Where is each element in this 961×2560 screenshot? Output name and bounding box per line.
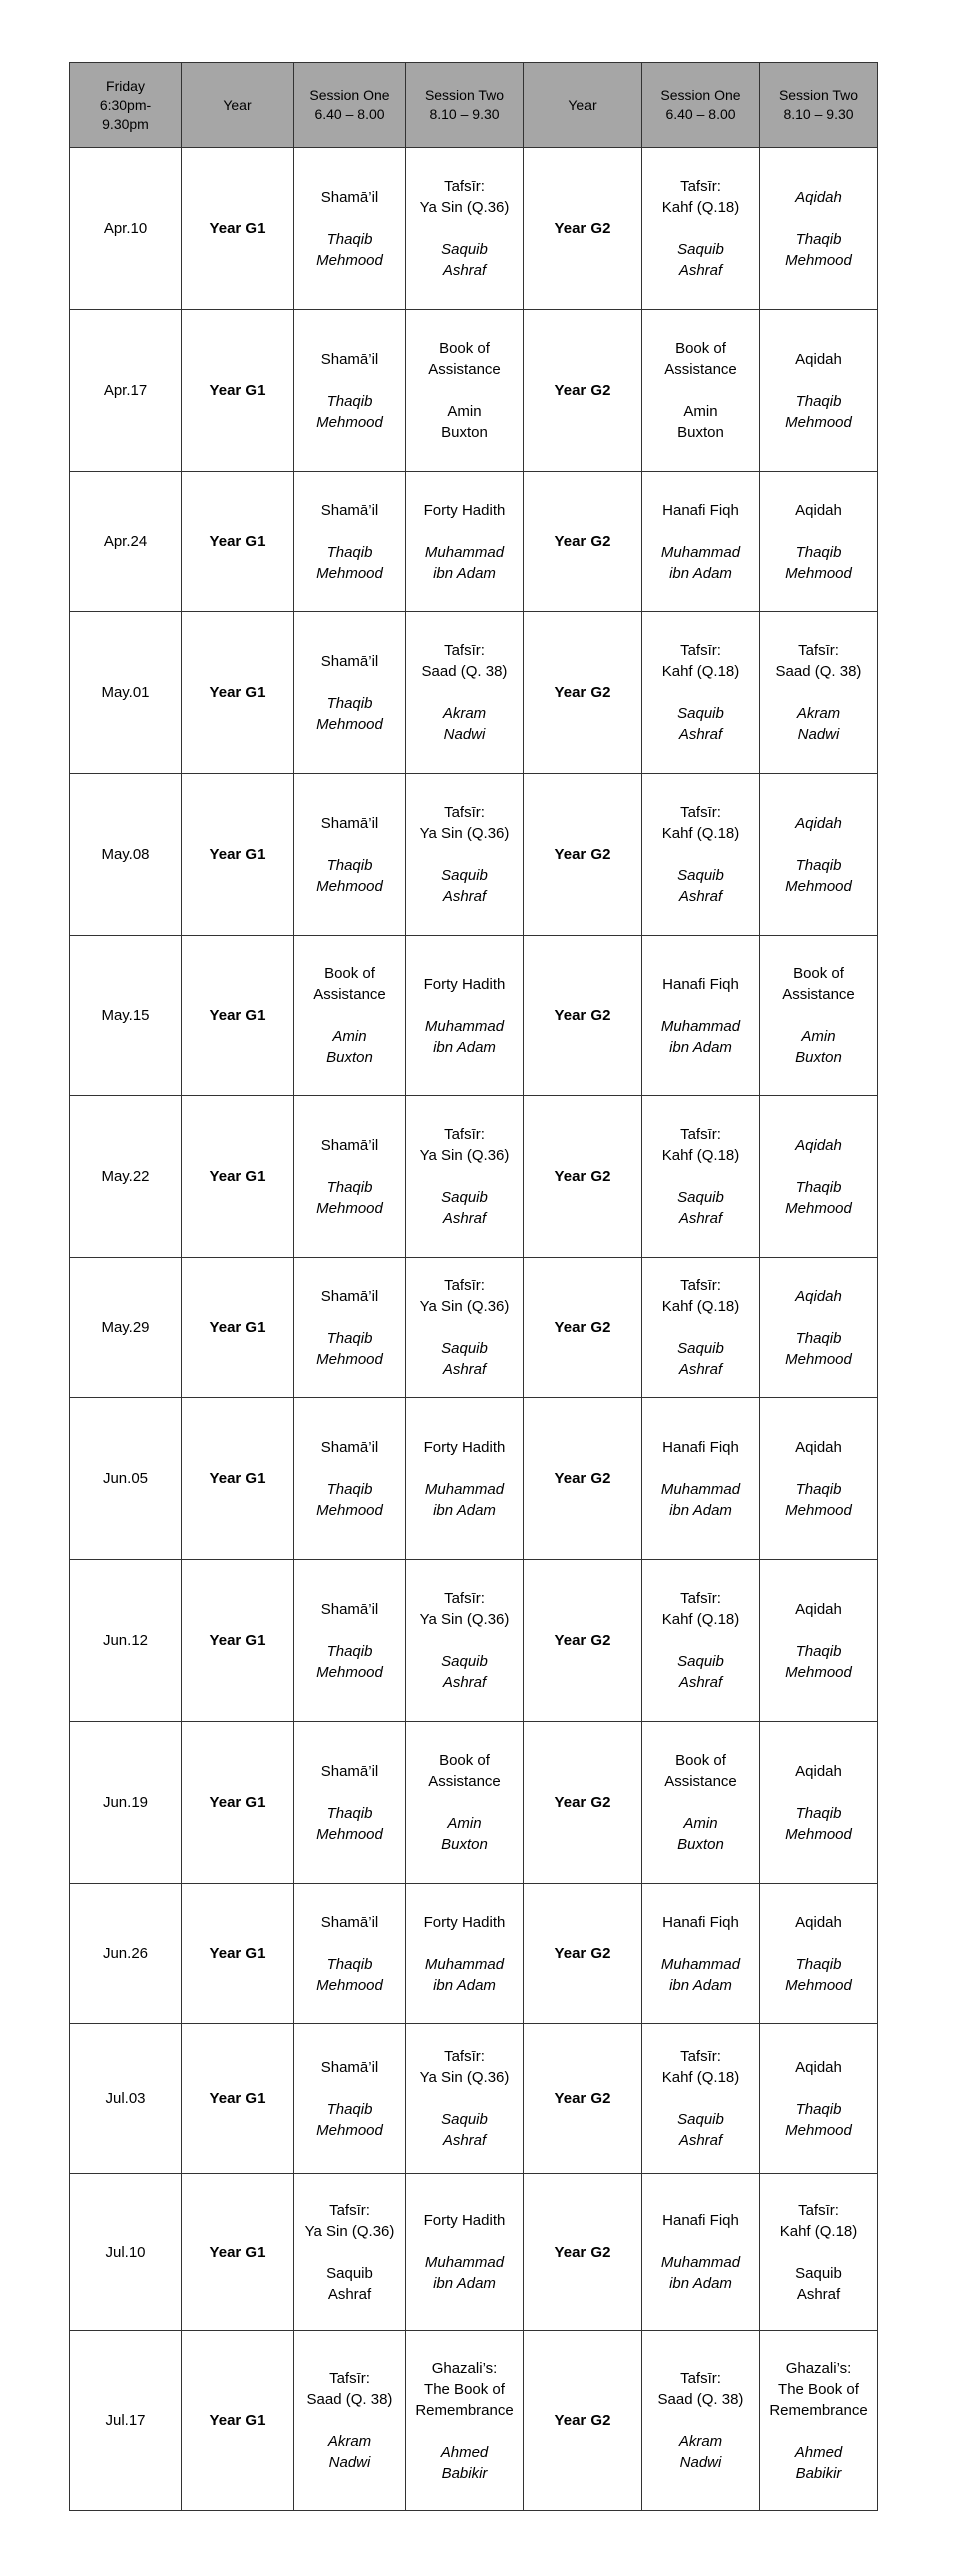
- session-instructor: Thaqib Mehmood: [316, 2100, 383, 2139]
- session-subject: Tafsīr: Ya Sin (Q.36): [419, 804, 510, 842]
- session-subject: Shamā’il: [320, 1287, 379, 1305]
- row-year-g1: Year G1: [182, 2331, 294, 2511]
- session-instructor: Saquib Ashraf: [441, 1653, 488, 1691]
- session-subject: Tafsīr: Ya Sin (Q.36): [419, 2048, 510, 2086]
- session-subject: Tafsīr: Ya Sin (Q.36): [419, 178, 510, 216]
- session-subject: Tafsīr: Kahf (Q.18): [661, 804, 740, 842]
- schedule-row: [70, 1096, 878, 1258]
- g2-session-two-cell: [760, 936, 878, 1096]
- g2-session-one-cell: [642, 1884, 760, 2024]
- g1-session-one-cell: [294, 2174, 406, 2331]
- session-instructor: Thaqib Mehmood: [785, 392, 852, 431]
- g2-session-one-cell: [642, 1096, 760, 1258]
- row-date: Jun.19: [70, 1722, 182, 1884]
- g1-session-one-cell: [294, 1884, 406, 2024]
- g2-session-two-cell: [760, 1398, 878, 1560]
- row-year-g2: Year G2: [524, 472, 642, 612]
- g2-session-two-cell: [760, 1560, 878, 1722]
- row-year-g2: Year G2: [524, 612, 642, 774]
- g2-session-one-cell: [642, 310, 760, 472]
- session-subject: Tafsīr: Saad (Q. 38): [775, 642, 862, 680]
- session-instructor: Thaqib Mehmood: [316, 694, 383, 733]
- session-instructor: Thaqib Mehmood: [785, 1955, 852, 1994]
- session-subject: Aqidah: [795, 1762, 842, 1780]
- g2-session-two-cell: [760, 1258, 878, 1398]
- session-instructor: Muhammad ibn Adam: [424, 543, 505, 582]
- row-year-g1: Year G1: [182, 148, 294, 310]
- session-subject: Tafsīr: Kahf (Q.18): [661, 1277, 740, 1315]
- session-instructor: Saquib Ashraf: [441, 867, 488, 905]
- g2-session-two-cell: [760, 774, 878, 936]
- row-date: May.08: [70, 774, 182, 936]
- row-year-g1: Year G1: [182, 2174, 294, 2331]
- g1-session-two-cell: [406, 1258, 524, 1398]
- schedule-row: [70, 1884, 878, 2024]
- session-instructor: Thaqib Mehmood: [316, 1178, 383, 1217]
- row-date: Jul.10: [70, 2174, 182, 2331]
- g2-session-two-cell: [760, 1096, 878, 1258]
- session-subject: Aqidah: [795, 188, 842, 206]
- session-instructor: Thaqib Mehmood: [785, 1178, 852, 1217]
- g2-session-one-cell: [642, 612, 760, 774]
- g1-session-two-cell: [406, 1722, 524, 1884]
- header-row: [70, 63, 878, 148]
- g1-session-two-cell: [406, 472, 524, 612]
- session-subject: Aqidah: [795, 1438, 842, 1456]
- session-subject: Shamā’il: [320, 1600, 379, 1618]
- session-instructor: Saquib Ashraf: [677, 1653, 724, 1691]
- session-subject: Shamā’il: [320, 1438, 379, 1456]
- session-subject: Forty Hadith: [423, 2212, 506, 2229]
- session-instructor: Thaqib Mehmood: [316, 392, 383, 431]
- session-subject: Forty Hadith: [423, 975, 506, 993]
- row-date: Jul.03: [70, 2024, 182, 2174]
- row-year-g2: Year G2: [524, 774, 642, 936]
- g1-session-one-cell: [294, 1722, 406, 1884]
- session-subject: Aqidah: [795, 1136, 842, 1154]
- session-instructor: Muhammad ibn Adam: [424, 1017, 505, 1056]
- row-year-g1: Year G1: [182, 774, 294, 936]
- session-instructor: Thaqib Mehmood: [316, 1804, 383, 1843]
- session-instructor: Thaqib Mehmood: [785, 1642, 852, 1681]
- session-instructor: Saquib Ashraf: [677, 1189, 724, 1227]
- schedule-row: [70, 2024, 878, 2174]
- row-year-g2: Year G2: [524, 310, 642, 472]
- g2-session-two-cell: [760, 310, 878, 472]
- row-date: May.15: [70, 936, 182, 1096]
- g1-session-one-cell: [294, 1258, 406, 1398]
- row-date: Apr.24: [70, 472, 182, 612]
- g1-session-one-cell: [294, 148, 406, 310]
- g2-session-one-cell: [642, 2174, 760, 2331]
- g1-session-two-cell: [406, 1884, 524, 2024]
- session-subject: Tafsīr: Saad (Q. 38): [657, 2370, 744, 2408]
- g1-session-two-cell: [406, 310, 524, 472]
- row-year-g2: Year G2: [524, 936, 642, 1096]
- session-instructor: Thaqib Mehmood: [316, 543, 383, 582]
- session-instructor: Muhammad ibn Adam: [660, 1955, 741, 1994]
- session-subject: Shamā’il: [320, 188, 379, 206]
- session-subject: Aqidah: [795, 350, 842, 368]
- session-subject: Aqidah: [795, 1287, 842, 1305]
- session-subject: Shamā’il: [320, 814, 379, 832]
- row-year-g1: Year G1: [182, 1258, 294, 1398]
- session-instructor: Muhammad ibn Adam: [424, 2254, 505, 2292]
- session-instructor: Akram Nadwi: [442, 705, 487, 743]
- row-date: May.22: [70, 1096, 182, 1258]
- g2-session-two-cell: [760, 1884, 878, 2024]
- row-year-g2: Year G2: [524, 1096, 642, 1258]
- session-subject: Aqidah: [795, 2058, 842, 2076]
- session-subject: Shamā’il: [320, 1762, 379, 1780]
- session-instructor: Ahmed Babikir: [794, 2443, 843, 2482]
- g2-session-one-cell: [642, 148, 760, 310]
- row-year-g1: Year G1: [182, 1560, 294, 1722]
- schedule-row: [70, 1722, 878, 1884]
- g1-session-two-cell: [406, 2024, 524, 2174]
- row-year-g1: Year G1: [182, 612, 294, 774]
- g1-session-one-cell: [294, 2331, 406, 2511]
- session-subject: Aqidah: [795, 1913, 842, 1931]
- session-instructor: Akram Nadwi: [327, 2433, 372, 2471]
- row-date: Jun.26: [70, 1884, 182, 2024]
- session-instructor: Thaqib Mehmood: [785, 1804, 852, 1843]
- session-subject: Shamā’il: [320, 1913, 379, 1931]
- row-year-g1: Year G1: [182, 1884, 294, 2024]
- row-year-g1: Year G1: [182, 2024, 294, 2174]
- session-subject: Ghazali’s: The Book of Remembrance: [415, 2359, 514, 2419]
- session-subject: Book of Assistance: [664, 340, 737, 378]
- g1-session-two-cell: [406, 2174, 524, 2331]
- session-instructor: Akram Nadwi: [796, 705, 841, 743]
- session-subject: Tafsīr: Kahf (Q.18): [661, 1126, 740, 1164]
- row-year-g1: Year G1: [182, 1398, 294, 1560]
- schedule-row: [70, 774, 878, 936]
- header-year-g1: Year: [182, 63, 294, 148]
- session-instructor: Thaqib Mehmood: [316, 1642, 383, 1681]
- row-year-g1: Year G1: [182, 1722, 294, 1884]
- g1-session-one-cell: [294, 936, 406, 1096]
- session-instructor: Akram Nadwi: [678, 2433, 723, 2471]
- session-subject: Tafsīr: Kahf (Q.18): [661, 642, 740, 680]
- session-subject: Tafsīr: Saad (Q. 38): [306, 2370, 393, 2408]
- session-instructor: Muhammad ibn Adam: [660, 2254, 741, 2292]
- session-subject: Aqidah: [795, 501, 842, 519]
- g2-session-one-cell: [642, 1722, 760, 1884]
- schedule-row: [70, 936, 878, 1096]
- session-instructor: Amin Buxton: [326, 1028, 373, 1066]
- g2-session-two-cell: [760, 2174, 878, 2331]
- g2-session-one-cell: [642, 472, 760, 612]
- session-subject: Shamā’il: [320, 1136, 379, 1154]
- session-subject: Forty Hadith: [423, 1438, 506, 1456]
- session-subject: Hanafi Fiqh: [662, 1438, 739, 1456]
- session-subject: Shamā’il: [320, 501, 379, 519]
- header-g1-session-one: Session One 6.40 – 8.00: [294, 63, 406, 148]
- row-date: May.29: [70, 1258, 182, 1398]
- row-year-g2: Year G2: [524, 2174, 642, 2331]
- g2-session-one-cell: [642, 2024, 760, 2174]
- header-g2-session-two: Session Two 8.10 – 9.30: [760, 63, 878, 148]
- session-instructor: Thaqib Mehmood: [785, 856, 852, 895]
- session-subject: Tafsīr: Ya Sin (Q.36): [304, 2201, 395, 2240]
- g2-session-one-cell: [642, 774, 760, 936]
- schedule-row: [70, 1398, 878, 1560]
- session-instructor: Thaqib Mehmood: [785, 1329, 852, 1368]
- session-instructor: Muhammad ibn Adam: [660, 1480, 741, 1519]
- session-instructor: Saquib Ashraf: [677, 1340, 724, 1378]
- header-g2-session-one: Session One 6.40 – 8.00: [642, 63, 760, 148]
- g1-session-two-cell: [406, 612, 524, 774]
- g1-session-two-cell: [406, 1096, 524, 1258]
- session-subject: Tafsīr: Ya Sin (Q.36): [419, 1277, 510, 1315]
- row-date: Apr.17: [70, 310, 182, 472]
- g2-session-two-cell: [760, 2331, 878, 2511]
- session-subject: Book of Assistance: [313, 965, 386, 1003]
- schedule-table: [69, 62, 878, 2511]
- header-g1-session-two: Session Two 8.10 – 9.30: [406, 63, 524, 148]
- session-instructor: Saquib Ashraf: [677, 867, 724, 905]
- session-instructor: Saquib Ashraf: [441, 2111, 488, 2149]
- session-instructor: Thaqib Mehmood: [316, 856, 383, 895]
- session-subject: Forty Hadith: [423, 1913, 506, 1931]
- session-instructor: Amin Buxton: [441, 403, 488, 441]
- session-instructor: Thaqib Mehmood: [785, 1480, 852, 1519]
- session-subject: Ghazali’s: The Book of Remembrance: [769, 2359, 868, 2419]
- schedule-row: [70, 612, 878, 774]
- header-day: Friday 6:30pm- 9.30pm: [70, 63, 182, 148]
- session-instructor: Muhammad ibn Adam: [424, 1955, 505, 1994]
- g2-session-one-cell: [642, 1398, 760, 1560]
- session-subject: Tafsīr: Ya Sin (Q.36): [419, 1126, 510, 1164]
- row-year-g1: Year G1: [182, 472, 294, 612]
- session-instructor: Saquib Ashraf: [677, 2111, 724, 2149]
- g1-session-one-cell: [294, 774, 406, 936]
- session-instructor: Thaqib Mehmood: [316, 230, 383, 269]
- session-instructor: Saquib Ashraf: [441, 1340, 488, 1378]
- session-instructor: Thaqib Mehmood: [316, 1955, 383, 1994]
- session-instructor: Thaqib Mehmood: [785, 543, 852, 582]
- session-subject: Shamā’il: [320, 2058, 379, 2076]
- session-instructor: Thaqib Mehmood: [316, 1329, 383, 1368]
- session-subject: Shamā’il: [320, 652, 379, 670]
- g1-session-two-cell: [406, 148, 524, 310]
- g2-session-one-cell: [642, 1258, 760, 1398]
- schedule-row: [70, 1258, 878, 1398]
- session-subject: Tafsīr: Kahf (Q.18): [661, 1590, 740, 1628]
- session-subject: Tafsīr: Kahf (Q.18): [661, 178, 740, 216]
- session-subject: Tafsīr: Kahf (Q.18): [779, 2201, 858, 2240]
- row-date: Jun.05: [70, 1398, 182, 1560]
- session-instructor: Saquib Ashraf: [441, 241, 488, 279]
- session-instructor: Amin Buxton: [677, 1815, 724, 1853]
- session-subject: Aqidah: [795, 1600, 842, 1618]
- row-year-g2: Year G2: [524, 1884, 642, 2024]
- session-subject: Tafsīr: Saad (Q. 38): [421, 642, 508, 680]
- row-date: Jun.12: [70, 1560, 182, 1722]
- g2-session-one-cell: [642, 2331, 760, 2511]
- g1-session-two-cell: [406, 774, 524, 936]
- g1-session-one-cell: [294, 1398, 406, 1560]
- g2-session-two-cell: [760, 148, 878, 310]
- session-subject: Shamā’il: [320, 350, 379, 368]
- row-date: Jul.17: [70, 2331, 182, 2511]
- schedule-row: [70, 148, 878, 310]
- session-instructor: Ahmed Babikir: [440, 2443, 489, 2482]
- schedule-row: [70, 1560, 878, 1722]
- g1-session-two-cell: [406, 2331, 524, 2511]
- row-date: May.01: [70, 612, 182, 774]
- session-instructor: Amin Buxton: [677, 403, 724, 441]
- session-instructor: Saquib Ashraf: [677, 705, 724, 743]
- session-instructor: Amin Buxton: [795, 1028, 842, 1066]
- row-year-g2: Year G2: [524, 148, 642, 310]
- g2-session-two-cell: [760, 472, 878, 612]
- g1-session-one-cell: [294, 2024, 406, 2174]
- g1-session-one-cell: [294, 612, 406, 774]
- session-subject: Book of Assistance: [782, 965, 855, 1003]
- session-subject: Tafsīr: Ya Sin (Q.36): [419, 1590, 510, 1628]
- g1-session-two-cell: [406, 936, 524, 1096]
- g1-session-one-cell: [294, 310, 406, 472]
- session-subject: Hanafi Fiqh: [662, 1913, 739, 1931]
- session-subject: Book of Assistance: [428, 1752, 501, 1790]
- session-instructor: Thaqib Mehmood: [785, 230, 852, 269]
- row-year-g1: Year G1: [182, 936, 294, 1096]
- g1-session-one-cell: [294, 1560, 406, 1722]
- g2-session-one-cell: [642, 936, 760, 1096]
- g2-session-two-cell: [760, 612, 878, 774]
- row-year-g2: Year G2: [524, 1722, 642, 1884]
- schedule-row: [70, 2174, 878, 2331]
- row-year-g2: Year G2: [524, 1560, 642, 1722]
- session-instructor: Saquib Ashraf: [795, 2264, 842, 2303]
- session-subject: Tafsīr: Kahf (Q.18): [661, 2048, 740, 2086]
- session-instructor: Amin Buxton: [441, 1815, 488, 1853]
- schedule-row: [70, 310, 878, 472]
- g2-session-one-cell: [642, 1560, 760, 1722]
- g2-session-two-cell: [760, 1722, 878, 1884]
- g1-session-two-cell: [406, 1560, 524, 1722]
- session-subject: Hanafi Fiqh: [662, 2212, 739, 2229]
- session-instructor: Thaqib Mehmood: [316, 1480, 383, 1519]
- row-year-g1: Year G1: [182, 310, 294, 472]
- session-subject: Aqidah: [795, 814, 842, 832]
- g2-session-two-cell: [760, 2024, 878, 2174]
- session-instructor: Muhammad ibn Adam: [660, 543, 741, 582]
- session-instructor: Muhammad ibn Adam: [424, 1480, 505, 1519]
- schedule-row: [70, 472, 878, 612]
- g1-session-one-cell: [294, 1096, 406, 1258]
- row-date: Apr.10: [70, 148, 182, 310]
- session-subject: Book of Assistance: [428, 340, 501, 378]
- session-instructor: Saquib Ashraf: [677, 241, 724, 279]
- row-year-g1: Year G1: [182, 1096, 294, 1258]
- session-instructor: Thaqib Mehmood: [785, 2100, 852, 2139]
- row-year-g2: Year G2: [524, 2331, 642, 2511]
- g1-session-two-cell: [406, 1398, 524, 1560]
- session-subject: Hanafi Fiqh: [662, 975, 739, 993]
- session-subject: Hanafi Fiqh: [662, 501, 739, 519]
- session-subject: Forty Hadith: [423, 501, 506, 519]
- g1-session-one-cell: [294, 472, 406, 612]
- session-instructor: Saquib Ashraf: [441, 1189, 488, 1227]
- row-year-g2: Year G2: [524, 1398, 642, 1560]
- schedule-row: [70, 2331, 878, 2511]
- session-subject: Book of Assistance: [664, 1752, 737, 1790]
- session-instructor: Muhammad ibn Adam: [660, 1017, 741, 1056]
- session-instructor: Saquib Ashraf: [326, 2264, 373, 2303]
- row-year-g2: Year G2: [524, 1258, 642, 1398]
- header-year-g2: Year: [524, 63, 642, 148]
- row-year-g2: Year G2: [524, 2024, 642, 2174]
